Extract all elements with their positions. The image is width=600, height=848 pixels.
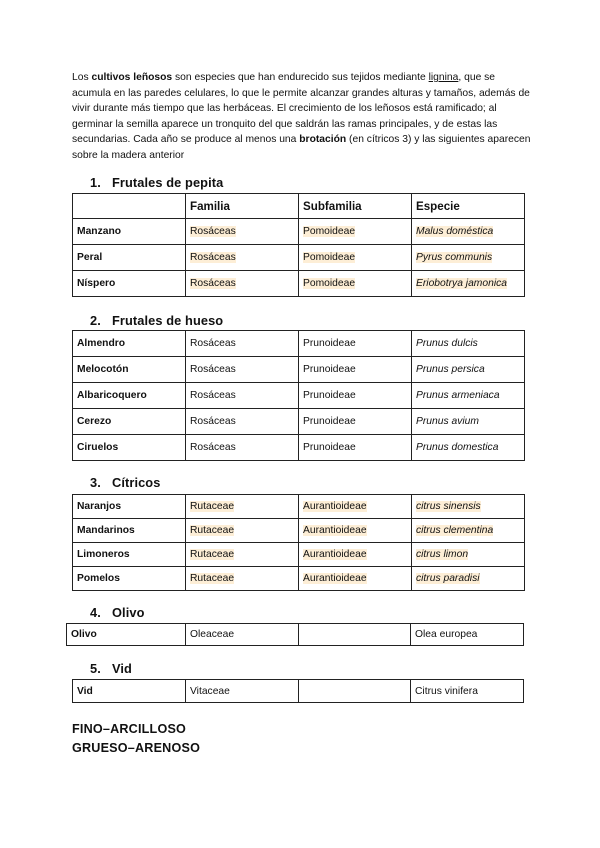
family-cell: Vitaceae — [186, 680, 299, 703]
crop-name: Peral — [73, 245, 186, 271]
species-text: Pyrus communis — [416, 252, 493, 263]
table-row — [73, 435, 525, 461]
table-frutales-pepita — [72, 193, 525, 297]
species-text: citrus limon — [416, 549, 469, 560]
crop-name: Vid — [73, 680, 186, 703]
subfamily-text: Aurantioideae — [303, 525, 367, 536]
family-text: Rosáceas — [190, 226, 236, 237]
intro-text-1: Los — [72, 72, 92, 83]
intro-text-2: son especies que han endurecido sus tejidos mediante — [172, 72, 429, 83]
section-2-title: Frutales de hueso — [112, 313, 224, 328]
species-cell — [412, 271, 525, 297]
species-cell — [412, 245, 525, 271]
species-text: citrus clementina — [416, 525, 494, 536]
crop-name: Albaricoquero — [73, 383, 186, 409]
section-4-number: 4. — [90, 605, 101, 620]
section-4-title: Olivo — [112, 605, 145, 620]
species-cell — [412, 543, 525, 567]
table-row — [73, 331, 525, 357]
table-row — [67, 624, 524, 646]
subfamily-cell: Prunoideae — [299, 357, 412, 383]
subfamily-cell — [299, 543, 412, 567]
subfamily-text: Aurantioideae — [303, 573, 367, 584]
family-cell: Rosáceas — [186, 435, 299, 461]
subfamily-cell — [299, 495, 412, 519]
header-cell-empty — [73, 194, 186, 219]
crop-name: Ciruelos — [73, 435, 186, 461]
crop-name: Manzano — [73, 219, 186, 245]
table-row — [73, 567, 525, 591]
intro-bold-brotacion: brotación — [299, 134, 347, 145]
family-text: Rutaceae — [190, 525, 235, 536]
family-cell — [186, 495, 299, 519]
table-row — [73, 519, 525, 543]
section-1-number: 1. — [90, 175, 101, 190]
family-cell — [186, 543, 299, 567]
crop-name: Olivo — [67, 624, 186, 646]
family-cell: Rosáceas — [186, 409, 299, 435]
table-row — [73, 271, 525, 297]
header-subfamilia: Subfamilia — [299, 194, 412, 219]
subfamily-text: Pomoideae — [303, 252, 356, 263]
subfamily-cell — [299, 245, 412, 271]
subfamily-cell — [299, 519, 412, 543]
family-cell: Oleaceae — [186, 624, 299, 646]
crop-name: Almendro — [73, 331, 186, 357]
subfamily-cell: Prunoideae — [299, 409, 412, 435]
subfamily-cell: Prunoideae — [299, 383, 412, 409]
subfamily-cell: Prunoideae — [299, 435, 412, 461]
section-2-number: 2. — [90, 313, 101, 328]
subfamily-text: Aurantioideae — [303, 501, 367, 512]
intro-paragraph — [72, 70, 534, 163]
table-row — [73, 680, 524, 703]
section-3-number: 3. — [90, 475, 101, 490]
species-cell — [412, 495, 525, 519]
section-2-heading — [90, 313, 223, 328]
subfamily-text: Pomoideae — [303, 278, 356, 289]
table-citricos — [72, 494, 525, 591]
family-cell — [186, 567, 299, 591]
crop-name: Pomelos — [73, 567, 186, 591]
table-frutales-hueso — [72, 330, 525, 461]
table-row — [73, 495, 525, 519]
subfamily-text: Aurantioideae — [303, 549, 367, 560]
family-cell: Rosáceas — [186, 357, 299, 383]
species-cell — [412, 519, 525, 543]
crop-name: Níspero — [73, 271, 186, 297]
table-olivo — [66, 623, 524, 646]
crop-name: Cerezo — [73, 409, 186, 435]
subfamily-cell: Prunoideae — [299, 331, 412, 357]
crop-name: Mandarinos — [73, 519, 186, 543]
intro-text-4: (en cítricos 3) y las siguientes aparecen sobre la madera anterior — [72, 134, 531, 161]
section-3-title: Cítricos — [112, 475, 161, 490]
table-row — [73, 245, 525, 271]
table-row — [73, 409, 525, 435]
soil-type-fino-arcilloso: FINO–ARCILLOSO — [72, 722, 187, 736]
subfamily-cell — [299, 680, 411, 703]
family-cell: Rosáceas — [186, 383, 299, 409]
header-familia: Familia — [186, 194, 299, 219]
family-cell — [186, 519, 299, 543]
section-5-number: 5. — [90, 661, 101, 676]
family-cell — [186, 219, 299, 245]
section-5-heading — [90, 661, 132, 676]
crop-name: Melocotón — [73, 357, 186, 383]
table-row — [73, 383, 525, 409]
section-3-heading — [90, 475, 160, 490]
family-text: Rosáceas — [190, 278, 236, 289]
species-cell: Prunus armeniaca — [412, 383, 525, 409]
section-1-title: Frutales de pepita — [112, 175, 224, 190]
species-cell: Citrus vinifera — [411, 680, 524, 703]
soil-type-grueso-arenoso: GRUESO–ARENOSO — [72, 741, 201, 755]
table-row — [73, 219, 525, 245]
subfamily-cell — [299, 567, 412, 591]
species-text: Eriobotrya jamonica — [416, 278, 507, 289]
section-4-heading — [90, 605, 145, 620]
intro-underline-lignina: lignina — [428, 72, 459, 83]
section-1-heading — [90, 175, 223, 190]
family-cell: Rosáceas — [186, 331, 299, 357]
subfamily-cell — [299, 219, 412, 245]
species-cell — [412, 219, 525, 245]
family-cell — [186, 271, 299, 297]
subfamily-cell — [299, 624, 411, 646]
table-row — [73, 357, 525, 383]
family-text: Rutaceae — [190, 573, 235, 584]
species-cell: Prunus avium — [412, 409, 525, 435]
species-text: citrus sinensis — [416, 501, 481, 512]
table-header-row — [73, 194, 525, 219]
header-especie: Especie — [412, 194, 525, 219]
subfamily-text: Pomoideae — [303, 226, 356, 237]
species-text: citrus paradisi — [416, 573, 480, 584]
intro-text-3: , que se acumula en las paredes celulares, lo que le permite alcanzar grandes alturas y tamaños, además de vivir durante más tiempo que las herbáceas. El crecimiento de los leñosos está ramificado; al germinar la semilla aparece un tronquito del que saldrán las ramas principales, y de estas las secundarias. Cada año se produce al menos una — [72, 72, 530, 145]
species-cell: Prunus dulcis — [412, 331, 525, 357]
crop-name: Limoneros — [73, 543, 186, 567]
table-row — [73, 543, 525, 567]
crop-name: Naranjos — [73, 495, 186, 519]
family-cell — [186, 245, 299, 271]
section-5-title: Vid — [112, 661, 132, 676]
subfamily-cell — [299, 271, 412, 297]
intro-bold-cultivos: cultivos leñosos — [91, 72, 173, 83]
species-cell — [412, 567, 525, 591]
species-cell: Prunus persica — [412, 357, 525, 383]
species-cell: Prunus domestica — [412, 435, 525, 461]
soil-types — [72, 720, 200, 758]
family-text: Rutaceae — [190, 501, 235, 512]
family-text: Rosáceas — [190, 252, 236, 263]
species-text: Malus doméstica — [416, 226, 494, 237]
table-vid — [72, 679, 524, 703]
family-text: Rutaceae — [190, 549, 235, 560]
species-cell: Olea europea — [411, 624, 524, 646]
